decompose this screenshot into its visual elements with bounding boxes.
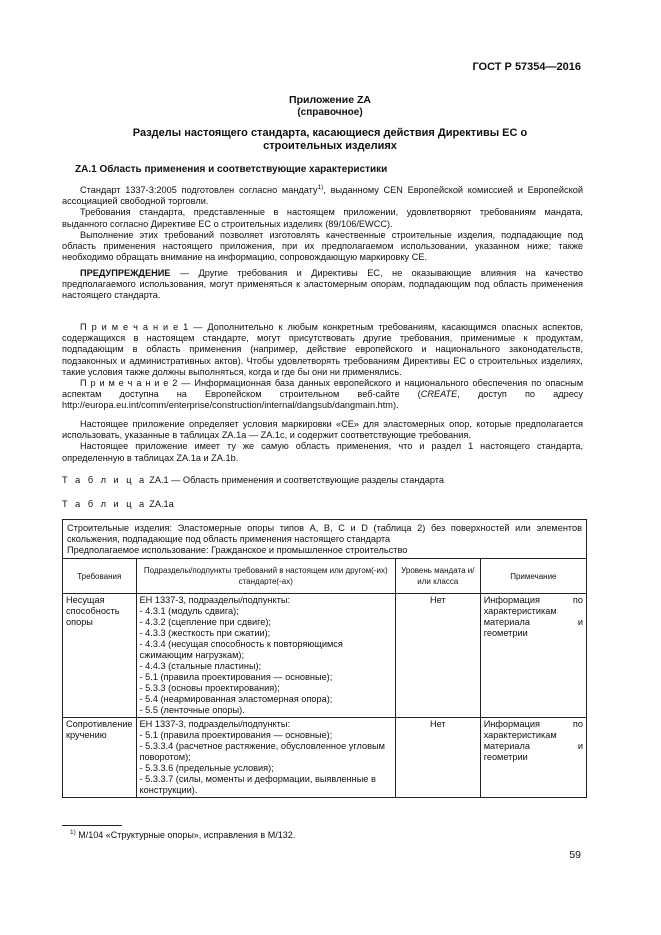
note-cell: Информация по характеристикам материала и геометрии <box>480 594 586 718</box>
note-cell: Информация по характеристикам материала и геометрии <box>480 718 586 798</box>
note-2-text-b: , доступ по адресу http://europa.eu.int/comm/enterprise/construction/internal/dangsub/dangmain.htm). <box>62 389 583 411</box>
clause-line: - 4.4.3 (стальные пластины); <box>139 661 262 671</box>
intro-paragraphs <box>62 182 583 263</box>
p1-text-b: , выданному CEN Европейской комиссией и Европейской ассоциацией свободной торговли. <box>62 185 583 207</box>
level-cell: Нет <box>395 718 480 798</box>
footnote-text: М/104 «Структурные опоры», исправления в М/132. <box>75 830 296 840</box>
paragraph-scope: Настоящее приложение имеет ту же самую область применения, что и раздел 1 настоящего стандарта, определенную в таблицах ZA.1a и ZA.1b. <box>62 441 583 463</box>
clause-line: - 5.3.3 (основы проектирования); <box>139 683 280 693</box>
header-requirements: Требования <box>63 559 137 594</box>
clause-line: ЕН 1337-3, подразделы/подпункты: <box>139 595 290 605</box>
clause-line: - 4.3.1 (модуль сдвига); <box>139 606 239 616</box>
scope-cell <box>63 520 587 559</box>
paragraph-compliance: Выполнение этих требований позволяет изготовлять качественные строительные изделия, подпадающие под область применения настоящего приложения, при их предполагаемом использовании, указанном ниже; также необходимо обращать внимание на информацию, сопровождающую маркировку СЕ. <box>62 229 583 263</box>
table-za1a <box>62 519 587 798</box>
paragraph-ce-marking: Настоящее приложение определяет условия маркировки «СЕ» для эластомерных опор, которые предполагается использовать, указанные в таблицах ZA.1a — ZA.1c, и содержит соответствующие требования. <box>62 419 583 441</box>
table-label: Т а б л и ц а <box>62 475 147 485</box>
table-row <box>63 594 587 718</box>
note-2 <box>62 378 583 412</box>
note-1-label: П р и м е ч а н и е 1 <box>80 322 189 332</box>
clause-line: ЕН 1337-3, подразделы/подпункты: <box>139 719 290 729</box>
clauses-cell <box>136 718 395 798</box>
footnote-ref: 1) <box>317 184 324 191</box>
clause-line: - 5.4 (неармированная эластомерная опора); <box>139 694 333 704</box>
footnote-divider <box>62 825 122 826</box>
note-2-text-a: — Информационная база данных европейского и национального обеспечения по опасным аспектам доступна на Европейском строительном веб-сайте ( <box>62 378 584 400</box>
clauses-cell <box>136 594 395 718</box>
table-caption-text: ZA.1 — Область применения и соответствующие разделы стандарта <box>146 475 444 485</box>
document-code: ГОСТ Р 57354—2016 <box>472 61 581 73</box>
clause-line: - 4.3.4 (несущая способность к повторяющимся сжимающим нагрузкам); <box>139 639 343 660</box>
header-clauses: Подразделы/подпункты требований в настоящем или другом(-их) стандарте(-ах) <box>136 559 395 594</box>
table-header-row <box>63 559 587 594</box>
table-caption-za1 <box>62 475 444 485</box>
note-1-text: — Дополнительно к любым конкретным требованиям, касающимся опасных аспектов, содержащихся в настоящем стандарте, могут присутствовать другие требования, применимые к продуктам, подпадающим в область применения (например, действие европейского и национального законодательств, подзаконных и административных актов). Чтобы удовлетворять требованиям Директивы ЕС о строительных изделиях, такие условия также должны выполняться, когда и где бы они ни применялись. <box>62 322 583 377</box>
marking-paragraphs <box>62 419 583 464</box>
level-cell: Нет <box>395 594 480 718</box>
header-level: Уровень мандата и/или класса <box>395 559 480 594</box>
table-row <box>63 718 587 798</box>
table-scope-row <box>63 520 587 559</box>
clause-line: - 5.1 (правила проектирования — основные); <box>139 730 333 740</box>
notes-block <box>62 322 583 412</box>
footnote <box>70 829 295 840</box>
paragraph-requirements: Требования стандарта, представленные в настоящем приложении, удовлетворяют требованиям мандата, выданного согласно Директиве ЕС о строительных изделиях (89/106/EWCC). <box>62 207 583 229</box>
section-title: ZA.1 Область применения и соответствующие характеристики <box>75 164 388 175</box>
requirement-cell: Несущая способность опоры <box>63 594 137 718</box>
note-1 <box>62 322 583 378</box>
warning-paragraph <box>62 268 583 302</box>
clause-line: - 5.3.3.6 (предельные условия); <box>139 763 274 773</box>
table-caption-za1a <box>62 499 174 509</box>
clause-line: - 5.3.3.7 (силы, моменты и деформации, выявленные в конструкции). <box>139 774 376 795</box>
page-number: 59 <box>569 849 581 861</box>
clause-line: - 4.3.3 (жесткость при сжатии); <box>139 628 271 638</box>
note-2-label: П р и м е ч а н и е 2 <box>80 378 178 389</box>
clause-line: - 5.5 (ленточные опоры). <box>139 705 245 715</box>
annex-title: Приложение ZA <box>289 94 371 106</box>
warning-label: ПРЕДУПРЕЖДЕНИЕ <box>80 268 171 278</box>
warning-text: — Другие требования и Директивы ЕС, не оказывающие влияния на качество предполагаемого использования, могут применяться к эластомерным опорам, подпадающим под область применения настоящего стандарта. <box>62 268 583 301</box>
scope-intended-use: Предполагаемое использование: Гражданское и промышленное строительство <box>67 545 408 555</box>
clause-line: - 5.1 (правила проектирования — основные); <box>139 672 333 682</box>
annex-subtitle: (справочное) <box>297 107 363 118</box>
footnote-mark: 1) <box>70 829 76 836</box>
header-note: Примечание <box>480 559 586 594</box>
requirement-cell: Сопротивление кручению <box>63 718 137 798</box>
scope-products: Строительные изделия: Эластомерные опоры типов А, В, С и D (таблица 2) без поверхностей или элементов скольжения, подпадающие под область применения настоящего стандарта <box>67 523 582 544</box>
paragraph-mandate <box>62 182 583 207</box>
note-2-italic: CREATE <box>420 389 458 400</box>
annex-heading: Разделы настоящего стандарта, касающиеся действия Директивы ЕС о строительных изделиях <box>132 127 528 152</box>
p1-text-a: Стандарт 1337-3:2005 подготовлен согласно мандату <box>80 185 318 196</box>
clause-line: - 4.3.2 (сцепление при сдвиге); <box>139 617 271 627</box>
table-label: Т а б л и ц а <box>62 499 147 509</box>
clause-line: - 5.3.3.4 (расчетное растяжение, обусловленное угловым поворотом); <box>139 741 385 762</box>
table-caption-text: ZA.1a <box>146 499 174 509</box>
